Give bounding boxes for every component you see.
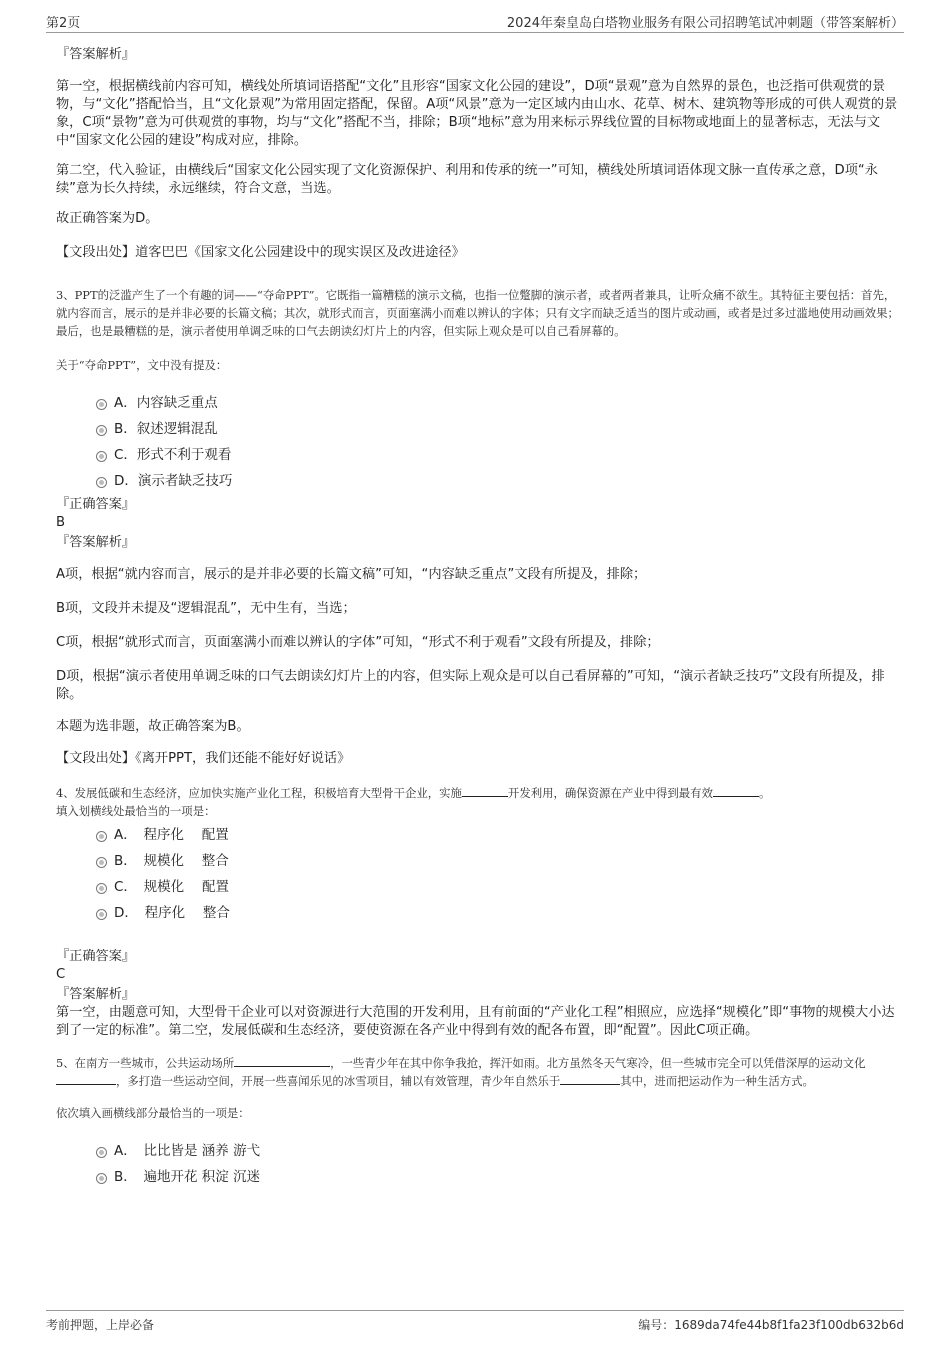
option-label: A．内容缺乏重点 xyxy=(114,395,218,411)
correct-answer: B xyxy=(56,515,66,530)
answer-conclusion: 本题为选非题，故正确答案为B。 xyxy=(56,719,250,734)
correct-answer: C xyxy=(56,967,66,982)
option-b[interactable] xyxy=(96,848,901,874)
options-list xyxy=(56,822,901,926)
fill-blank xyxy=(560,1072,620,1085)
page-footer xyxy=(46,1310,904,1335)
analysis-paragraph: B项，文段并未提及“逻辑混乱”，无中生有，当选； xyxy=(56,601,356,616)
fill-blank xyxy=(713,784,759,797)
document-title: 2024年秦皇岛白塔物业服务有限公司招聘笔试冲刺题（带答案解析） xyxy=(506,16,904,31)
source-citation: 【文段出处】《离开PPT，我们还能不能好好说话》 xyxy=(56,751,351,766)
option-c[interactable] xyxy=(96,442,901,468)
options-list xyxy=(56,1138,901,1190)
radio-button[interactable] xyxy=(96,1173,107,1184)
correct-answer-label: 『正确答案』 xyxy=(56,497,136,512)
analysis-paragraph: 第一空，由题意可知，大型骨干企业可以对资源进行大范围的开发利用，且有前面的“产业化工程”相照应，应选择“规模化”即“事物的规模大小达到了一定的标准”。第二空，发展低碳和生态经济，要使资源在各产业中得到有效的配各布置，即“配置”。因此C项正确。 xyxy=(56,1005,895,1038)
option-label: B． 规模化 整合 xyxy=(114,853,229,869)
option-label: B． 遍地开花 积淀 沉迷 xyxy=(114,1169,261,1185)
question-prompt: 关于“夺命PPT”，文中没有提及： xyxy=(56,358,228,372)
analysis-paragraph: 第一空，根据横线前内容可知，横线处所填词语搭配“文化”且形容“国家文化公园的建设”，D项“景观”意为自然界的景色，也泛指可供观赏的景物，与“文化”搭配恰当，且“文化景观”为常用固定搭配，保留。A项“风景”意为一定区域内由山水、花草、树木、建筑物等形成的可供人观赏的景象，C项“景物”意为可供观赏的事物，均与“文化”搭配不当，排除；B项“地标”意为用来标示界线位置的目标物或地面上的显著标志，无法与文中“国家文化公园的建设”构成对应，排除。 xyxy=(56,79,898,148)
footer-slogan: 考前押题，上岸必备 xyxy=(46,1318,155,1332)
radio-button[interactable] xyxy=(96,883,107,894)
page-header xyxy=(46,10,904,33)
option-b[interactable] xyxy=(96,416,901,442)
radio-button[interactable] xyxy=(96,451,107,462)
document-id: 编号：1689da74fe44b8f1fa23f100db632b6d xyxy=(638,1318,904,1332)
option-label: C． 规模化 配置 xyxy=(114,879,229,895)
answer-conclusion: 故正确答案为D。 xyxy=(56,211,159,226)
answer-analysis-label: 『答案解析』 xyxy=(56,987,136,1002)
correct-answer-label: 『正确答案』 xyxy=(56,949,136,964)
question-stem: 4、发展低碳和生态经济，应加快实施产业化工程，积极培育大型骨干企业，实施 开发利用，确保资源在产业中得到最有效 。 xyxy=(56,786,771,800)
option-c[interactable] xyxy=(96,874,901,900)
question-stem: 5、在南方一些城市，公共运动场所 ，一些青少年在其中你争我抢，挥汗如雨。北方虽然冬天气寒冷，但一些城市完全可以凭借深厚的运动文化，多打造一些运动空间，开展一些喜闻乐见的冰雪项目，辅以有效管理，青少年自然乐于 其中，进而把运动作为一种生活方式。 xyxy=(56,1056,866,1088)
question-prompt: 依次填入画横线部分最恰当的一项是： xyxy=(56,1106,250,1120)
analysis-paragraph: D项，根据“演示者使用单调乏味的口气去朗读幻灯片上的内容，但实际上观众是可以自己看屏幕的”可知，“演示者缺乏技巧”文段有所提及，排除。 xyxy=(56,669,885,702)
option-label: B．叙述逻辑混乱 xyxy=(114,421,218,437)
option-d[interactable] xyxy=(96,468,901,494)
radio-button[interactable] xyxy=(96,399,107,410)
option-label: D． 程序化 整合 xyxy=(114,905,230,921)
options-list xyxy=(56,390,901,494)
analysis-paragraph: 第二空，代入验证，由横线后“国家文化公园实现了文化资源保护、利用和传承的统一”可知，横线处所填词语体现文脉一直传承之意，D项“永续”意为长久持续，永远继续，符合文意，当选。 xyxy=(56,163,878,196)
question-prompt: 填入划横线处最恰当的一项是： xyxy=(56,804,216,818)
document-body xyxy=(56,40,901,1190)
fill-blank xyxy=(462,784,508,797)
fill-blank xyxy=(234,1054,330,1067)
option-a[interactable] xyxy=(96,1138,901,1164)
radio-button[interactable] xyxy=(96,477,107,488)
radio-button[interactable] xyxy=(96,909,107,920)
option-label: A． 比比皆是 涵养 游弋 xyxy=(114,1143,261,1159)
question-stem: 3、PPT的泛滥产生了一个有趣的词——“夺命PPT”。它既指一篇糟糕的演示文稿，也指一位蹩脚的演示者，或者两者兼具，让听众痛不欲生。其特征主要包括：首先，就内容而言，展示的是并非必要的长篇文稿；其次，就形式而言，页面塞满小而难以辨认的字体；只有文字而缺乏适当的图片或动画，或者是过多过滥地使用动画效果；最后，也是最糟糕的是，演示者使用单调乏味的口气去朗读幻灯片上的内容，但实际上观众是可以自己看屏幕的。 xyxy=(56,288,899,338)
analysis-paragraph: A项，根据“就内容而言，展示的是并非必要的长篇文稿”可知，“内容缺乏重点”文段有所提及，排除； xyxy=(56,567,647,582)
radio-button[interactable] xyxy=(96,857,107,868)
answer-analysis-label: 『答案解析』 xyxy=(56,535,136,550)
fill-blank xyxy=(56,1072,116,1085)
option-label: A． 程序化 配置 xyxy=(114,827,229,843)
radio-button[interactable] xyxy=(96,831,107,842)
option-a[interactable] xyxy=(96,822,901,848)
radio-button[interactable] xyxy=(96,1147,107,1158)
radio-button[interactable] xyxy=(96,425,107,436)
page-number: 第2页 xyxy=(46,16,81,31)
analysis-paragraph: C项，根据“就形式而言，页面塞满小而难以辨认的字体”可知，“形式不利于观看”文段有所提及，排除； xyxy=(56,635,660,650)
option-d[interactable] xyxy=(96,900,901,926)
option-a[interactable] xyxy=(96,390,901,416)
source-citation: 【文段出处】道客巴巴《国家文化公园建设中的现实误区及改进途径》 xyxy=(56,245,465,260)
option-label: C．形式不利于观看 xyxy=(114,447,232,463)
option-b[interactable] xyxy=(96,1164,901,1190)
answer-analysis-label: 『答案解析』 xyxy=(56,47,136,62)
option-label: D．演示者缺乏技巧 xyxy=(114,473,233,489)
